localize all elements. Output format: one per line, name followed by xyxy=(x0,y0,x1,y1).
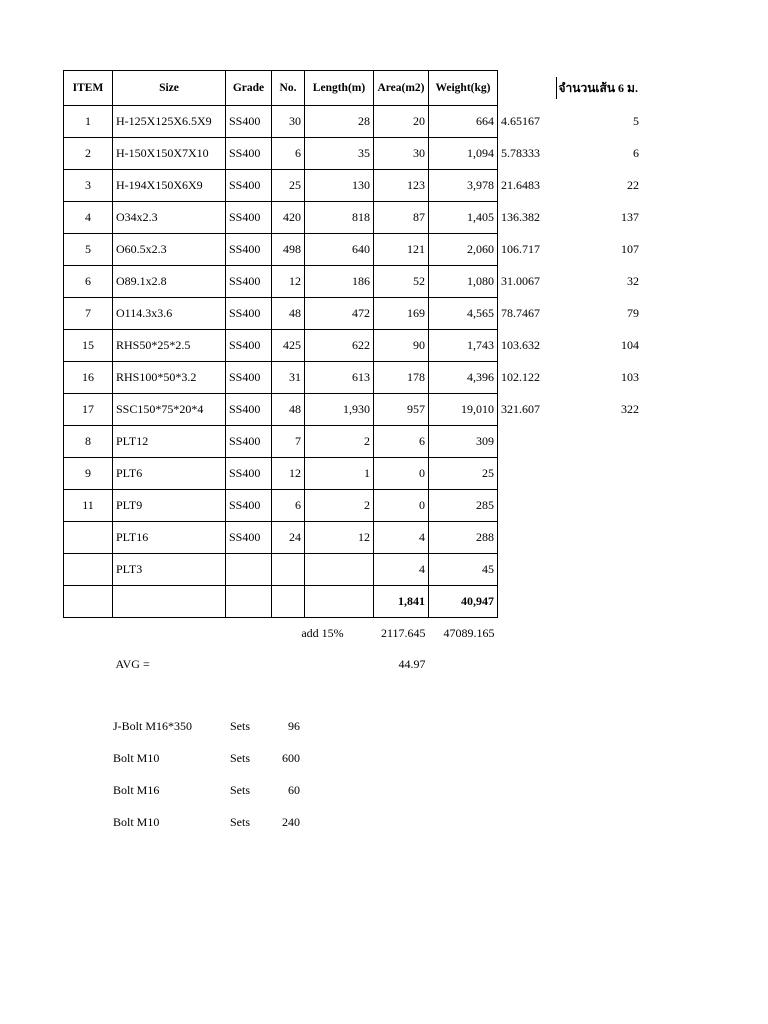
cell-no: 6 xyxy=(272,490,305,522)
cell-count xyxy=(553,426,642,458)
cell-size: H-194X150X6X9 xyxy=(113,170,226,202)
cell-area: 6 xyxy=(374,426,429,458)
add-row xyxy=(64,618,642,650)
cell-area: 52 xyxy=(374,266,429,298)
cell-ratio xyxy=(498,426,553,458)
bolt-row xyxy=(110,742,303,774)
bolt-qty: 96 xyxy=(288,718,300,733)
cell-area: 4 xyxy=(374,522,429,554)
cell-grade: SS400 xyxy=(226,522,272,554)
bolt-qty: 60 xyxy=(288,782,300,797)
bolt-qty: 240 xyxy=(282,814,300,829)
bolt-row xyxy=(110,774,303,806)
cell-size: O114.3x3.6 xyxy=(113,298,226,330)
cell-count: 137 xyxy=(620,210,639,224)
cell-item xyxy=(64,522,113,554)
cell-size: PLT6 xyxy=(113,458,226,490)
totals-row xyxy=(64,586,642,618)
spreadsheet xyxy=(63,70,642,680)
cell-item: 4 xyxy=(64,202,113,234)
cell-no: 24 xyxy=(272,522,305,554)
cell-weight: 664 xyxy=(429,106,498,138)
cell-count: 104 xyxy=(620,338,639,352)
cell-area: 169 xyxy=(374,298,429,330)
cell-weight: 19,010 xyxy=(429,394,498,426)
cell-weight: 4,565 xyxy=(429,298,498,330)
table-row xyxy=(64,426,642,458)
cell-ratio xyxy=(498,554,553,586)
cell-no: 48 xyxy=(272,298,305,330)
cell-grade: SS400 xyxy=(226,234,272,266)
cell-item: 7 xyxy=(64,298,113,330)
cell-item: 8 xyxy=(64,426,113,458)
bolt-list xyxy=(110,710,303,838)
cell-weight: 285 xyxy=(429,490,498,522)
cell-item: 6 xyxy=(64,266,113,298)
bolt-name: Bolt M10 xyxy=(113,814,160,829)
cell-size: O89.1x2.8 xyxy=(113,266,226,298)
cell-size: PLT3 xyxy=(113,554,226,586)
cell-grade: SS400 xyxy=(226,490,272,522)
cell-item: 11 xyxy=(64,490,113,522)
totals-item xyxy=(64,586,113,618)
cell-length: 1,930 xyxy=(305,394,374,426)
cell-size: H-125X125X6.5X9 xyxy=(113,106,226,138)
cell-area: 87 xyxy=(374,202,429,234)
bolt-unit: Sets xyxy=(230,814,251,829)
cell-item: 3 xyxy=(64,170,113,202)
cell-area: 0 xyxy=(374,490,429,522)
cell-ratio: 4.65167 xyxy=(501,114,540,128)
cell-item xyxy=(64,554,113,586)
bolt-unit: Sets xyxy=(230,782,251,797)
header-item: ITEM xyxy=(64,71,113,106)
cell-area: 0 xyxy=(374,458,429,490)
cell-count: 22 xyxy=(626,178,639,192)
cell-area: 121 xyxy=(374,234,429,266)
cell-grade: SS400 xyxy=(226,170,272,202)
cell-ratio: 136.382 xyxy=(501,210,540,224)
cell-size: RHS50*25*2.5 xyxy=(113,330,226,362)
cell-grade: SS400 xyxy=(226,202,272,234)
cell-ratio: 31.0067 xyxy=(501,274,540,288)
cell-area: 178 xyxy=(374,362,429,394)
cell-grade: SS400 xyxy=(226,362,272,394)
header-no: No. xyxy=(272,71,305,106)
cell-weight: 2,060 xyxy=(429,234,498,266)
total-weight: 40,947 xyxy=(429,586,498,618)
avg-label: AVG = xyxy=(115,657,150,671)
cell-weight: 25 xyxy=(429,458,498,490)
cell-weight: 1,743 xyxy=(429,330,498,362)
cell-count xyxy=(553,490,642,522)
cell-grade xyxy=(226,554,272,586)
cell-count: 79 xyxy=(626,306,639,320)
cell-count: 32 xyxy=(626,274,639,288)
cell-length: 186 xyxy=(305,266,374,298)
cell-size: H-150X150X7X10 xyxy=(113,138,226,170)
cell-length: 472 xyxy=(305,298,374,330)
bolt-row xyxy=(110,806,303,838)
cell-length: 1 xyxy=(305,458,374,490)
cell-no: 6 xyxy=(272,138,305,170)
table-row xyxy=(64,298,642,330)
totals-no xyxy=(272,586,305,618)
cell-count xyxy=(553,554,642,586)
cell-no: 25 xyxy=(272,170,305,202)
header-thai-label: จำนวนเส้น 6 ม. xyxy=(556,77,638,99)
cell-weight: 3,978 xyxy=(429,170,498,202)
table-row xyxy=(64,330,642,362)
cell-grade: SS400 xyxy=(226,106,272,138)
cell-count: 5 xyxy=(632,114,639,128)
table-row xyxy=(64,234,642,266)
cell-weight: 309 xyxy=(429,426,498,458)
cell-ratio: 321.607 xyxy=(501,402,540,416)
header-grade: Grade xyxy=(226,71,272,106)
cell-length: 35 xyxy=(305,138,374,170)
bolt-name: J-Bolt M16*350 xyxy=(113,718,193,733)
table-row xyxy=(64,522,642,554)
cell-item: 2 xyxy=(64,138,113,170)
cell-size: SSC150*75*20*4 xyxy=(113,394,226,426)
table-row xyxy=(64,490,642,522)
cell-grade: SS400 xyxy=(226,426,272,458)
cell-item: 5 xyxy=(64,234,113,266)
cell-length: 28 xyxy=(305,106,374,138)
add-weight: 47089.165 xyxy=(443,626,495,640)
cell-area: 123 xyxy=(374,170,429,202)
cell-size: RHS100*50*3.2 xyxy=(113,362,226,394)
cell-ratio: 106.717 xyxy=(501,242,540,256)
table-row xyxy=(64,394,642,426)
avg-value: 44.97 xyxy=(398,657,426,671)
cell-grade: SS400 xyxy=(226,330,272,362)
cell-count: 103 xyxy=(620,370,639,384)
cell-count: 322 xyxy=(620,402,639,416)
bolt-row xyxy=(110,710,303,742)
table-row xyxy=(64,266,642,298)
steel-quantity-table xyxy=(63,70,642,680)
cell-ratio: 103.632 xyxy=(501,338,540,352)
totals-length xyxy=(305,586,374,618)
table-row xyxy=(64,170,642,202)
table-row xyxy=(64,202,642,234)
cell-grade: SS400 xyxy=(226,266,272,298)
bolt-qty: 600 xyxy=(282,750,300,765)
cell-no: 425 xyxy=(272,330,305,362)
cell-ratio xyxy=(498,490,553,522)
cell-ratio xyxy=(498,522,553,554)
cell-count: 6 xyxy=(632,146,639,160)
cell-count: 107 xyxy=(620,242,639,256)
cell-no: 48 xyxy=(272,394,305,426)
table-body xyxy=(64,106,642,586)
table-row xyxy=(64,138,642,170)
cell-weight: 1,080 xyxy=(429,266,498,298)
header-row xyxy=(64,71,642,106)
table-row xyxy=(64,106,642,138)
cell-grade: SS400 xyxy=(226,394,272,426)
cell-ratio: 102.122 xyxy=(501,370,540,384)
bolt-unit: Sets xyxy=(230,718,251,733)
cell-weight: 45 xyxy=(429,554,498,586)
table-row xyxy=(64,362,642,394)
cell-grade: SS400 xyxy=(226,458,272,490)
cell-size: PLT12 xyxy=(113,426,226,458)
cell-grade: SS400 xyxy=(226,138,272,170)
cell-no: 12 xyxy=(272,266,305,298)
cell-size: PLT16 xyxy=(113,522,226,554)
cell-length xyxy=(305,554,374,586)
cell-no: 12 xyxy=(272,458,305,490)
table-row xyxy=(64,554,642,586)
total-area: 1,841 xyxy=(374,586,429,618)
bolt-unit: Sets xyxy=(230,750,251,765)
cell-area: 957 xyxy=(374,394,429,426)
totals-grade xyxy=(226,586,272,618)
cell-ratio: 78.7467 xyxy=(501,306,540,320)
bolt-name: Bolt M10 xyxy=(113,750,160,765)
cell-length: 130 xyxy=(305,170,374,202)
cell-area: 4 xyxy=(374,554,429,586)
cell-weight: 1,094 xyxy=(429,138,498,170)
cell-weight: 4,396 xyxy=(429,362,498,394)
cell-length: 2 xyxy=(305,490,374,522)
cell-length: 2 xyxy=(305,426,374,458)
totals-size xyxy=(113,586,226,618)
avg-row xyxy=(64,649,642,680)
cell-no: 420 xyxy=(272,202,305,234)
cell-no: 7 xyxy=(272,426,305,458)
header-area: Area(m2) xyxy=(374,71,429,106)
cell-item: 9 xyxy=(64,458,113,490)
cell-length: 640 xyxy=(305,234,374,266)
cell-length: 622 xyxy=(305,330,374,362)
cell-length: 12 xyxy=(305,522,374,554)
cell-area: 90 xyxy=(374,330,429,362)
cell-ratio xyxy=(498,458,553,490)
cell-count xyxy=(553,458,642,490)
cell-item: 15 xyxy=(64,330,113,362)
cell-no: 30 xyxy=(272,106,305,138)
header-size: Size xyxy=(113,71,226,106)
cell-size: O60.5x2.3 xyxy=(113,234,226,266)
header-length: Length(m) xyxy=(305,71,374,106)
header-blank xyxy=(498,71,553,106)
cell-no: 498 xyxy=(272,234,305,266)
cell-count xyxy=(553,522,642,554)
header-weight: Weight(kg) xyxy=(429,71,498,106)
cell-length: 818 xyxy=(305,202,374,234)
cell-size: O34x2.3 xyxy=(113,202,226,234)
cell-no: 31 xyxy=(272,362,305,394)
bolt-name: Bolt M16 xyxy=(113,782,160,797)
cell-ratio: 5.78333 xyxy=(501,146,540,160)
add-area: 2117.645 xyxy=(380,626,426,640)
cell-item: 16 xyxy=(64,362,113,394)
cell-area: 30 xyxy=(374,138,429,170)
header-thai-count xyxy=(553,71,642,106)
table-row xyxy=(64,458,642,490)
cell-area: 20 xyxy=(374,106,429,138)
cell-weight: 288 xyxy=(429,522,498,554)
cell-weight: 1,405 xyxy=(429,202,498,234)
cell-length: 613 xyxy=(305,362,374,394)
add-label: add 15% xyxy=(301,626,344,640)
cell-item: 17 xyxy=(64,394,113,426)
cell-grade: SS400 xyxy=(226,298,272,330)
cell-item: 1 xyxy=(64,106,113,138)
cell-no xyxy=(272,554,305,586)
cell-ratio: 21.6483 xyxy=(501,178,540,192)
cell-size: PLT9 xyxy=(113,490,226,522)
